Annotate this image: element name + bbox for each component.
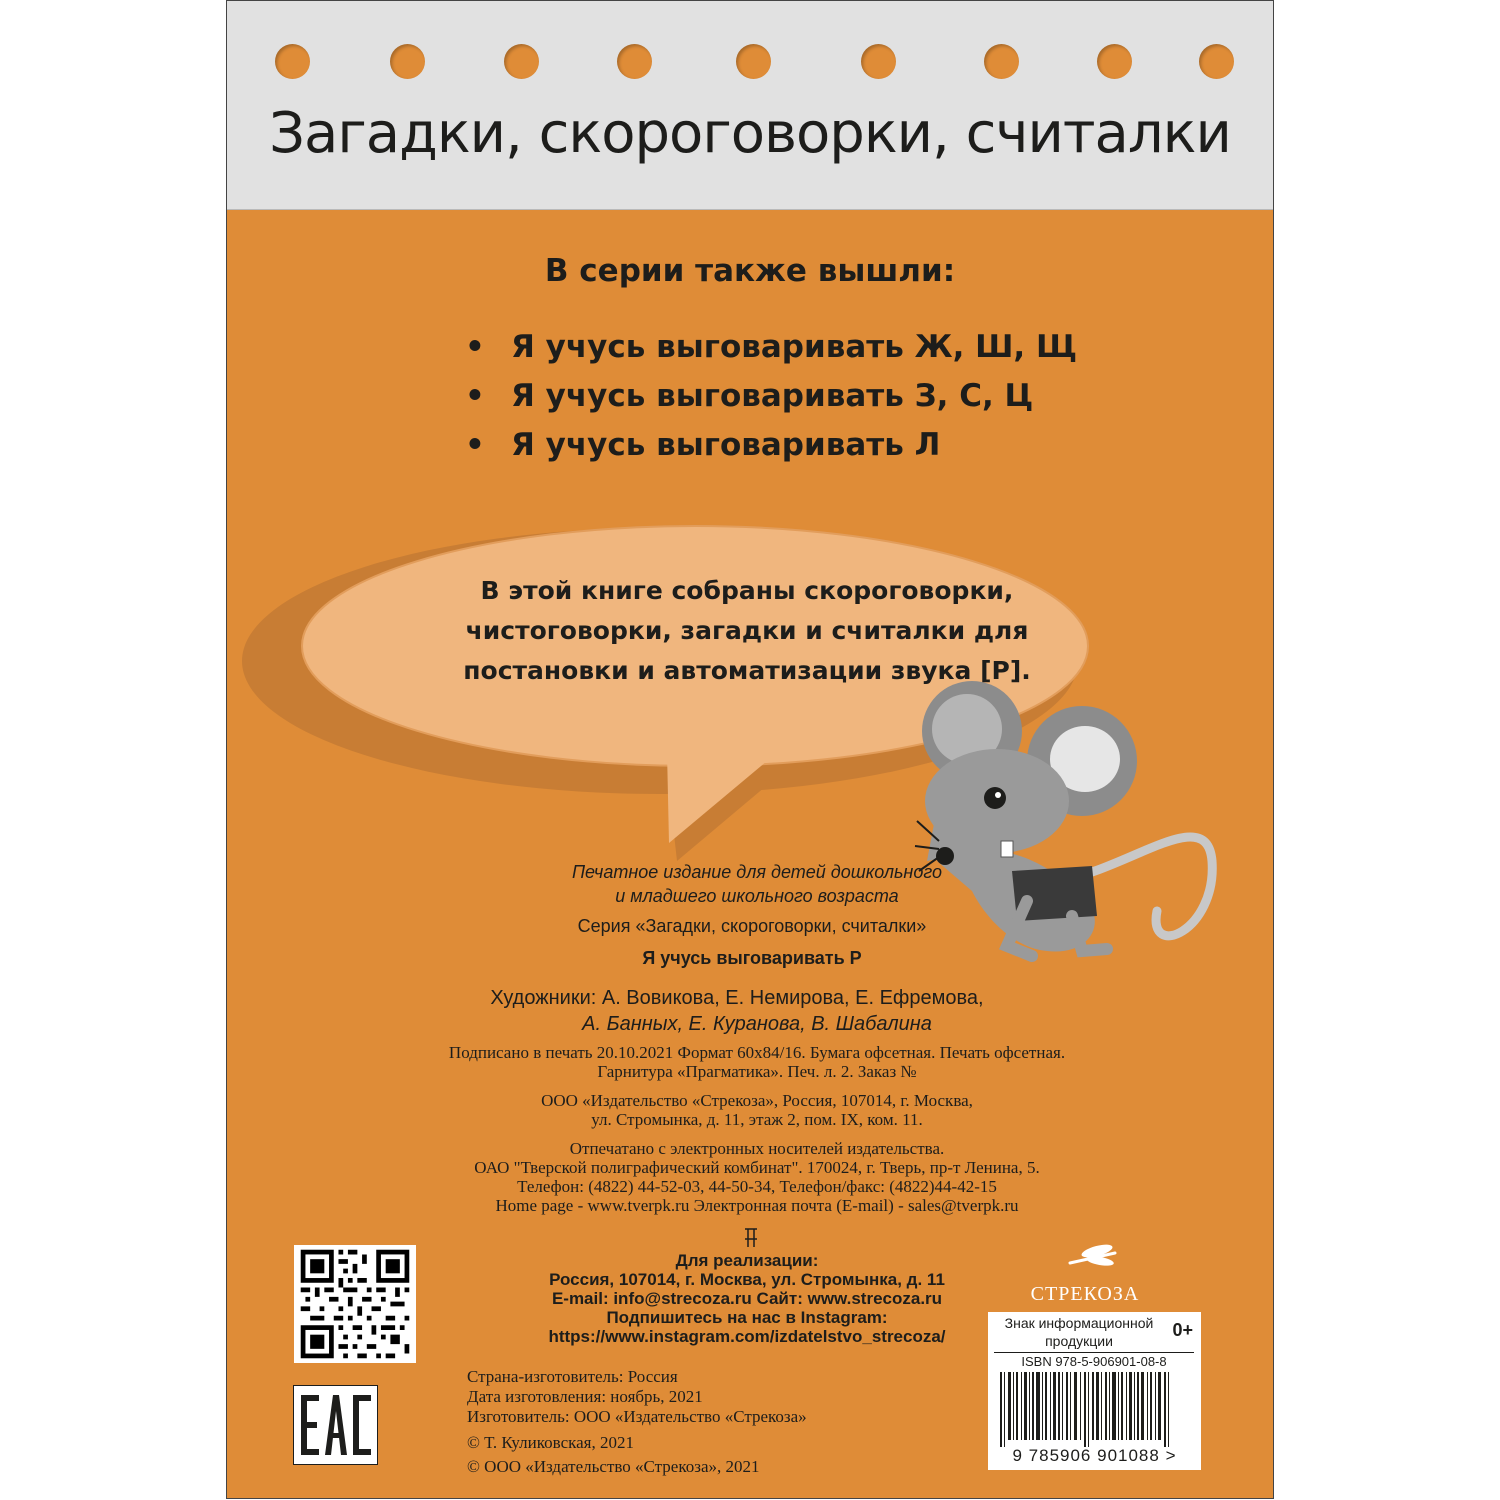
isbn-number: ISBN 978-5-906901-08-8 xyxy=(1021,1354,1167,1369)
bubble-description xyxy=(447,571,1047,691)
artists-line: А. Банных, Е. Куранова, В. Шабалина xyxy=(582,1013,932,1035)
publisher-line: ООО «Издательство «Стрекоза», Россия, 107014, г. Москва, xyxy=(541,1091,973,1110)
logo-brand: СТРЕКОЗА xyxy=(1030,1283,1140,1305)
sales-line: Россия, 107014, г. Москва, ул. Стромынка, д. 11 xyxy=(549,1270,945,1289)
sales-line: E-mail: info@strecoza.ru Сайт: www.strecoza.ru xyxy=(551,1289,943,1308)
print-line: Подписано в печать 20.10.2021 Формат 60x84/16. Бумага офсетная. Печать офсетная. xyxy=(448,1043,1066,1062)
manufacture-line: Страна-изготовитель: Россия xyxy=(467,1367,678,1386)
list-item-label: Я учусь выговаривать Ж, Ш, Щ xyxy=(511,329,1078,365)
bullet: • xyxy=(465,378,485,414)
bullet: • xyxy=(465,329,485,365)
sales-line: Для реализации: xyxy=(675,1251,819,1270)
info-label-line: Знак информационной xyxy=(1004,1315,1154,1331)
copyright-info xyxy=(467,1431,867,1479)
print-line: Гарнитура «Прагматика». Печ. л. 2. Заказ № xyxy=(597,1062,917,1081)
audience-line: Печатное издание для детей дошкольного xyxy=(571,862,943,882)
printer-details xyxy=(307,1139,1207,1215)
info-label xyxy=(994,1314,1164,1350)
artists-line: Художники: А. Вовикова, Е. Немирова, Е. Ефремова, xyxy=(490,987,984,1009)
sales-line: https://www.instagram.com/izdatelstvo_strecoza/ xyxy=(548,1327,946,1346)
eac-icon xyxy=(293,1385,378,1465)
publisher-address xyxy=(327,1091,1187,1129)
book-back-cover xyxy=(226,0,1274,1499)
printer-line: Home page - www.tverpk.ru Электронная почта (E-mail) - sales@tverpk.ru xyxy=(495,1196,1019,1215)
mouse-eye xyxy=(984,787,1006,809)
info-label-line: продукции xyxy=(1045,1333,1113,1349)
copyright-line: © ООО «Издательство «Стрекоза», 2021 xyxy=(467,1457,760,1476)
artists xyxy=(377,985,1097,1037)
publisher-logo xyxy=(1015,1241,1155,1311)
isbn-barcode xyxy=(988,1312,1201,1470)
list-item-label: Я учусь выговаривать З, С, Ц xyxy=(511,378,1034,414)
sales-info xyxy=(487,1251,1007,1346)
mouse-illustration xyxy=(915,681,1212,956)
copyright-line: © Т. Куликовская, 2021 xyxy=(467,1433,634,1452)
series-heading: В серии также вышли: xyxy=(544,253,956,289)
age-rating: 0+ xyxy=(1172,1320,1193,1340)
book-title: Я учусь выговаривать Р xyxy=(642,948,862,968)
audience-line: и младшего школьного возраста xyxy=(615,886,899,906)
printer-line: Телефон: (4822) 44-52-03, 44-50-34, Телефон/факс: (4822)44-42-15 xyxy=(517,1177,997,1196)
bullet: • xyxy=(465,427,485,463)
eac-mark xyxy=(293,1385,378,1465)
printer-line: ОАО "Тверской полиграфический комбинат". 170024, г. Тверь, пр-т Ленина, 5. xyxy=(474,1158,1040,1177)
barcode-digits: 9 785906 901088 > xyxy=(1012,1446,1177,1465)
manufacture-line: Дата изготовления: ноябрь, 2021 xyxy=(467,1387,703,1406)
series-title: Загадки, скороговорки, считалки xyxy=(269,101,1231,166)
dragonfly-icon xyxy=(1015,1241,1155,1281)
series-line: Серия «Загадки, скороговорки, считалки» xyxy=(577,916,927,936)
list-item-label: Я учусь выговаривать Л xyxy=(511,427,941,463)
qr-code xyxy=(294,1245,416,1363)
bubble-line: чистоговорки, загадки и считалки для xyxy=(465,616,1029,645)
publisher-line: ул. Стромынка, д. 11, этаж 2, пом. IX, ком. 11. xyxy=(591,1110,923,1129)
manufacture-info xyxy=(467,1367,867,1427)
printer-line: Отпечатано с электронных носителей издательства. xyxy=(569,1139,945,1158)
barcode-icon xyxy=(1000,1372,1190,1447)
print-details xyxy=(327,1043,1187,1081)
bubble-line: постановки и автоматизации звука [Р]. xyxy=(463,656,1031,685)
sales-line: Подпишитесь на нас в Instagram: xyxy=(606,1308,888,1327)
printer-logo-icon xyxy=(742,1227,760,1249)
qr-code-pattern xyxy=(294,1245,416,1363)
bubble-line: В этой книге собраны скороговорки, xyxy=(480,576,1014,605)
audience-note xyxy=(437,860,1077,908)
manufacture-line: Изготовитель: ООО «Издательство «Стрекоза» xyxy=(467,1407,807,1426)
